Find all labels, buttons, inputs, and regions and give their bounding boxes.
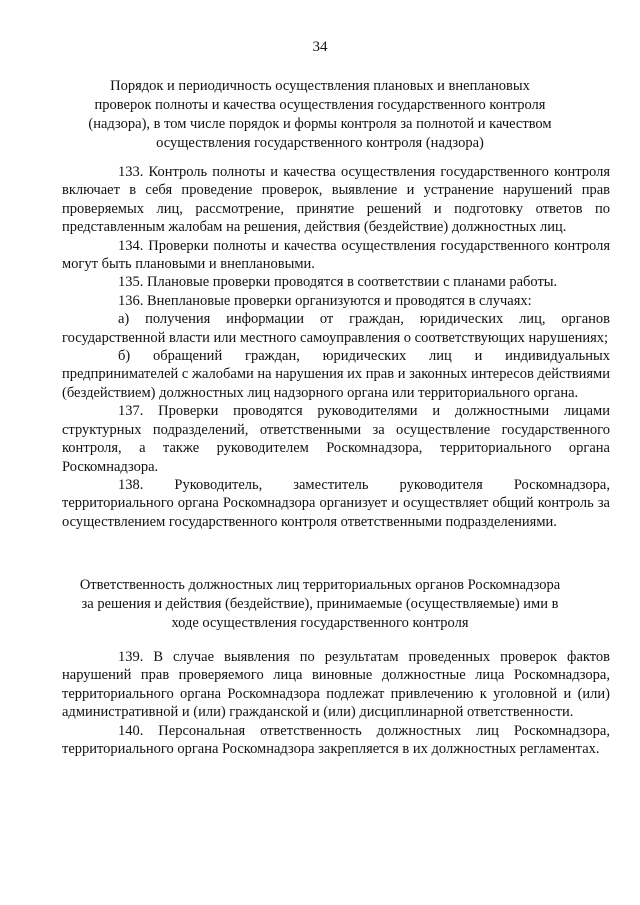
paragraph-135: 135. Плановые проверки проводятся в соответствии с планами работы. [118,274,558,291]
section-heading-responsibility: Ответственность должностных лиц территориальных органов Роскомнадзора за решения и действия (бездействие), принимаемые (осуществляемые) ими в ходе осуществления государственного контроля [79,577,561,631]
section-body-control [62,163,610,531]
section-heading-control-procedure: Порядок и периодичность осуществления плановых и внеплановых проверок полноты и качества осуществления государственного контроля (надзора), в том числе порядок и формы контроля за полнотой и качеством осуществления государственного контроля (надзора) [88,78,552,151]
paragraph-137: 137. Проверки проводятся руководителями и должностными лицами структурных подразделений, ответственными за осуществление государственного контроля, а также руководителем Роскомнадзора, территориального органа Роскомнадзора. [62,403,610,475]
paragraph-136: 136. Внеплановые проверки организуются и проводятся в случаях: [118,292,532,309]
paragraph-140: 140. Персональная ответственность должностных лиц Роскомнадзора, территориального органа Роскомнадзора закрепляется в их должностных регламентах. [62,722,610,758]
paragraph-139: 139. В случае выявления по результатам проведенных проверок фактов нарушений прав проверяемого лица виновные должностные лица Роскомнадзора, территориального органа Роскомнадзора подлежат привлечению к уголовной и (или) административной и (или) гражданской и (или) дисциплинарной ответственности. [62,649,610,721]
section-body-responsibility [62,648,610,758]
paragraph-136-b: б) обращений граждан, юридических лиц и индивидуальных предпринимателей с жалобами на нарушения их прав и законных интересов действиями (бездействием) должностных лиц надзорного органа или территориального органа. [62,348,610,401]
paragraph-138: 138. Руководитель, заместитель руководителя Роскомнадзора, территориального органа Роскомнадзора организует и осуществляет общий контроль за осуществлением государственного контроля ответственными подразделениями. [62,476,610,530]
paragraph-133: 133. Контроль полноты и качества осуществления государственного контроля включает в себя проведение проверок, выявление и устранение нарушений прав проверяемых лиц, рассмотрение, принятие решений и подготовку ответов по представленным жалобам на решения, действия (бездействие) должностных лиц. [62,164,610,236]
paragraph-136-a: а) получения информации от граждан, юридических лиц, органов государственной власти или местного самоуправления о соответствующих нарушениях; [62,311,610,346]
page-number: 34 [312,39,328,55]
paragraph-134: 134. Проверки полноты и качества осуществления государственного контроля могут быть плановыми и внеплановыми. [62,237,610,273]
